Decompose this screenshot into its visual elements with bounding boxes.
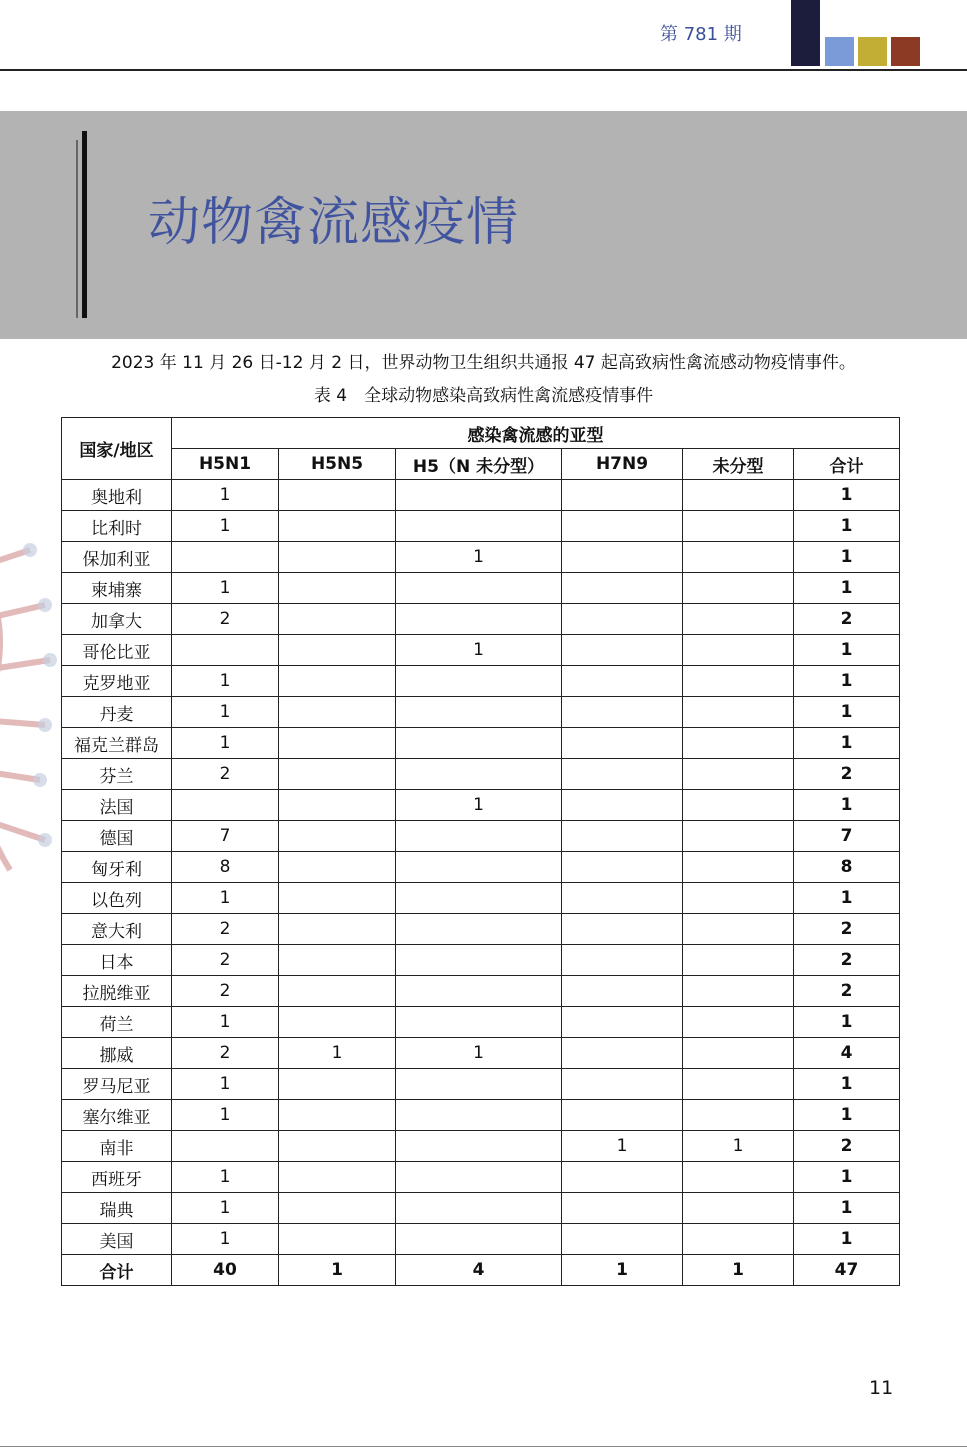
count-cell	[562, 759, 683, 790]
count-cell: 4	[396, 1255, 562, 1286]
count-cell	[396, 604, 562, 635]
country-cell: 意大利	[62, 914, 172, 945]
count-cell: 1	[562, 1255, 683, 1286]
count-cell	[562, 511, 683, 542]
table-row	[62, 759, 900, 790]
count-cell	[172, 1131, 279, 1162]
count-cell	[562, 976, 683, 1007]
table-row	[62, 1007, 900, 1038]
table-row	[62, 728, 900, 759]
count-cell	[562, 852, 683, 883]
country-cell: 柬埔寨	[62, 573, 172, 604]
country-cell: 拉脱维亚	[62, 976, 172, 1007]
count-cell	[279, 1131, 396, 1162]
row-total-cell: 1	[794, 635, 900, 666]
country-cell: 日本	[62, 945, 172, 976]
country-cell: 塞尔维亚	[62, 1100, 172, 1131]
total-label: 合计	[62, 1255, 172, 1286]
count-cell: 1	[396, 635, 562, 666]
row-total-cell: 1	[794, 1193, 900, 1224]
row-total-cell: 1	[794, 666, 900, 697]
count-cell: 2	[172, 914, 279, 945]
count-cell: 1	[172, 1100, 279, 1131]
count-cell	[562, 635, 683, 666]
count-cell: 1	[396, 542, 562, 573]
header-h5-untyped: H5（N 未分型）	[396, 449, 562, 480]
count-cell	[396, 666, 562, 697]
count-cell	[396, 1131, 562, 1162]
count-cell: 1	[172, 666, 279, 697]
count-cell	[562, 1007, 683, 1038]
count-cell	[683, 666, 794, 697]
count-cell	[172, 635, 279, 666]
count-cell: 2	[172, 945, 279, 976]
count-cell	[396, 728, 562, 759]
count-cell	[279, 759, 396, 790]
row-total-cell: 1	[794, 1007, 900, 1038]
country-cell: 奥地利	[62, 480, 172, 511]
row-total-cell: 1	[794, 511, 900, 542]
count-cell: 1	[279, 1255, 396, 1286]
count-cell	[683, 728, 794, 759]
header-subtype-group: 感染禽流感的亚型	[172, 418, 900, 449]
row-total-cell: 2	[794, 1131, 900, 1162]
color-block-gold	[858, 37, 887, 66]
count-cell	[279, 852, 396, 883]
count-cell	[172, 790, 279, 821]
count-cell	[279, 790, 396, 821]
count-cell	[279, 666, 396, 697]
count-cell	[562, 573, 683, 604]
banner-accent-bar	[82, 131, 87, 318]
count-cell: 1	[172, 883, 279, 914]
row-total-cell: 4	[794, 1038, 900, 1069]
count-cell	[396, 480, 562, 511]
count-cell: 7	[172, 821, 279, 852]
count-cell	[562, 697, 683, 728]
table-row	[62, 573, 900, 604]
row-total-cell: 1	[794, 697, 900, 728]
count-cell	[396, 759, 562, 790]
count-cell	[279, 1162, 396, 1193]
country-cell: 荷兰	[62, 1007, 172, 1038]
count-cell	[279, 821, 396, 852]
table-row	[62, 604, 900, 635]
count-cell	[279, 480, 396, 511]
table-row	[62, 883, 900, 914]
count-cell	[396, 573, 562, 604]
count-cell	[683, 976, 794, 1007]
count-cell: 8	[172, 852, 279, 883]
country-cell: 哥伦比亚	[62, 635, 172, 666]
count-cell	[562, 1100, 683, 1131]
count-cell: 1	[172, 1007, 279, 1038]
color-block-navy	[791, 0, 820, 66]
count-cell	[683, 759, 794, 790]
footer-rule	[0, 1446, 967, 1447]
count-cell	[396, 697, 562, 728]
row-total-cell: 1	[794, 480, 900, 511]
count-cell	[396, 511, 562, 542]
count-cell	[396, 1100, 562, 1131]
color-block-brown	[891, 37, 920, 66]
table-row	[62, 542, 900, 573]
table-row	[62, 1038, 900, 1069]
table-row	[62, 790, 900, 821]
count-cell: 2	[172, 1038, 279, 1069]
count-cell: 1	[683, 1131, 794, 1162]
count-cell	[683, 635, 794, 666]
count-cell	[396, 1193, 562, 1224]
count-cell: 1	[683, 1255, 794, 1286]
country-cell: 丹麦	[62, 697, 172, 728]
row-total-cell: 1	[794, 883, 900, 914]
count-cell	[396, 1007, 562, 1038]
count-cell: 1	[279, 1038, 396, 1069]
count-cell: 40	[172, 1255, 279, 1286]
country-cell: 芬兰	[62, 759, 172, 790]
table-row	[62, 821, 900, 852]
count-cell	[396, 945, 562, 976]
country-cell: 加拿大	[62, 604, 172, 635]
section-title: 动物禽流感疫情	[148, 193, 520, 253]
table-caption: 表 4 全球动物感染高致病性禽流感疫情事件	[313, 386, 654, 406]
count-cell	[562, 542, 683, 573]
count-cell	[683, 480, 794, 511]
intro-paragraph: 2023 年 11 月 26 日-12 月 2 日，世界动物卫生组织共通报 47 起高致病性禽流感动物疫情事件。	[111, 353, 856, 373]
country-cell: 比利时	[62, 511, 172, 542]
count-cell	[396, 883, 562, 914]
count-cell	[683, 573, 794, 604]
count-cell	[683, 542, 794, 573]
count-cell	[279, 635, 396, 666]
header-rule	[0, 69, 967, 71]
header-untyped: 未分型	[683, 449, 794, 480]
count-cell: 1	[172, 480, 279, 511]
table-row	[62, 1100, 900, 1131]
count-cell	[279, 945, 396, 976]
country-cell: 瑞典	[62, 1193, 172, 1224]
count-cell	[279, 604, 396, 635]
table-row	[62, 697, 900, 728]
row-total-cell: 47	[794, 1255, 900, 1286]
count-cell	[279, 1069, 396, 1100]
table-row	[62, 1069, 900, 1100]
row-total-cell: 1	[794, 542, 900, 573]
table-row	[62, 666, 900, 697]
count-cell: 1	[172, 511, 279, 542]
table-row	[62, 976, 900, 1007]
outbreak-table	[61, 417, 900, 1286]
count-cell: 2	[172, 976, 279, 1007]
count-cell	[279, 697, 396, 728]
count-cell	[562, 1069, 683, 1100]
count-cell: 1	[396, 1038, 562, 1069]
count-cell: 1	[562, 1131, 683, 1162]
row-total-cell: 1	[794, 1069, 900, 1100]
count-cell	[562, 604, 683, 635]
count-cell	[279, 976, 396, 1007]
count-cell	[683, 1100, 794, 1131]
country-cell: 西班牙	[62, 1162, 172, 1193]
row-total-cell: 2	[794, 759, 900, 790]
country-cell: 以色列	[62, 883, 172, 914]
count-cell	[562, 883, 683, 914]
table-row	[62, 1224, 900, 1255]
table-row	[62, 480, 900, 511]
banner-accent-thin	[76, 140, 78, 318]
count-cell	[396, 1162, 562, 1193]
row-total-cell: 2	[794, 914, 900, 945]
country-cell: 挪威	[62, 1038, 172, 1069]
count-cell	[683, 1007, 794, 1038]
row-total-cell: 2	[794, 945, 900, 976]
country-cell: 美国	[62, 1224, 172, 1255]
count-cell	[279, 542, 396, 573]
country-cell: 罗马尼亚	[62, 1069, 172, 1100]
row-total-cell: 1	[794, 573, 900, 604]
table-row	[62, 945, 900, 976]
table-row	[62, 1131, 900, 1162]
country-cell: 克罗地亚	[62, 666, 172, 697]
count-cell: 1	[172, 573, 279, 604]
count-cell	[683, 697, 794, 728]
country-cell: 匈牙利	[62, 852, 172, 883]
count-cell	[683, 790, 794, 821]
count-cell	[279, 883, 396, 914]
count-cell	[279, 914, 396, 945]
row-total-cell: 1	[794, 1224, 900, 1255]
count-cell: 1	[172, 697, 279, 728]
count-cell	[562, 728, 683, 759]
country-cell: 德国	[62, 821, 172, 852]
count-cell	[562, 821, 683, 852]
count-cell: 1	[396, 790, 562, 821]
count-cell	[396, 1069, 562, 1100]
count-cell: 2	[172, 759, 279, 790]
header-h7n9: H7N9	[562, 449, 683, 480]
count-cell	[279, 1100, 396, 1131]
count-cell	[683, 1193, 794, 1224]
row-total-cell: 1	[794, 728, 900, 759]
row-total-cell: 1	[794, 790, 900, 821]
count-cell	[396, 1224, 562, 1255]
count-cell	[683, 1069, 794, 1100]
country-cell: 保加利亚	[62, 542, 172, 573]
row-total-cell: 2	[794, 604, 900, 635]
page-number: 11	[869, 1377, 894, 1399]
count-cell: 1	[172, 1162, 279, 1193]
count-cell	[683, 914, 794, 945]
count-cell: 1	[172, 1224, 279, 1255]
count-cell	[562, 1162, 683, 1193]
count-cell	[562, 790, 683, 821]
table-row	[62, 635, 900, 666]
count-cell	[683, 852, 794, 883]
table-row	[62, 1162, 900, 1193]
header-total: 合计	[794, 449, 900, 480]
count-cell	[683, 604, 794, 635]
count-cell: 2	[172, 604, 279, 635]
count-cell	[396, 914, 562, 945]
header-h5n1: H5N1	[172, 449, 279, 480]
total-row	[62, 1255, 900, 1286]
count-cell	[683, 1224, 794, 1255]
issue-number: 第 781 期	[660, 24, 742, 45]
count-cell	[683, 1162, 794, 1193]
count-cell	[562, 945, 683, 976]
count-cell	[562, 666, 683, 697]
count-cell	[683, 821, 794, 852]
count-cell	[172, 542, 279, 573]
count-cell	[683, 1038, 794, 1069]
row-total-cell: 7	[794, 821, 900, 852]
color-block-blue	[825, 37, 854, 66]
count-cell	[396, 976, 562, 1007]
row-total-cell: 8	[794, 852, 900, 883]
country-cell: 南非	[62, 1131, 172, 1162]
count-cell	[562, 1193, 683, 1224]
count-cell	[562, 914, 683, 945]
count-cell	[683, 883, 794, 914]
count-cell	[279, 511, 396, 542]
count-cell	[279, 1224, 396, 1255]
count-cell	[279, 1193, 396, 1224]
header-country: 国家/地区	[62, 418, 172, 480]
header-h5n5: H5N5	[279, 449, 396, 480]
row-total-cell: 1	[794, 1100, 900, 1131]
count-cell	[279, 573, 396, 604]
count-cell	[562, 1224, 683, 1255]
country-cell: 福克兰群岛	[62, 728, 172, 759]
table-row	[62, 914, 900, 945]
count-cell: 1	[172, 1193, 279, 1224]
count-cell	[396, 852, 562, 883]
count-cell	[279, 1007, 396, 1038]
count-cell	[562, 480, 683, 511]
table-row	[62, 511, 900, 542]
table-row	[62, 1193, 900, 1224]
count-cell: 1	[172, 728, 279, 759]
table-body	[62, 480, 900, 1286]
count-cell	[562, 1038, 683, 1069]
count-cell: 1	[172, 1069, 279, 1100]
count-cell	[396, 821, 562, 852]
count-cell	[683, 511, 794, 542]
row-total-cell: 1	[794, 1162, 900, 1193]
row-total-cell: 2	[794, 976, 900, 1007]
country-cell: 法国	[62, 790, 172, 821]
table-row	[62, 852, 900, 883]
virus-illustration	[0, 510, 70, 890]
count-cell	[279, 728, 396, 759]
count-cell	[683, 945, 794, 976]
